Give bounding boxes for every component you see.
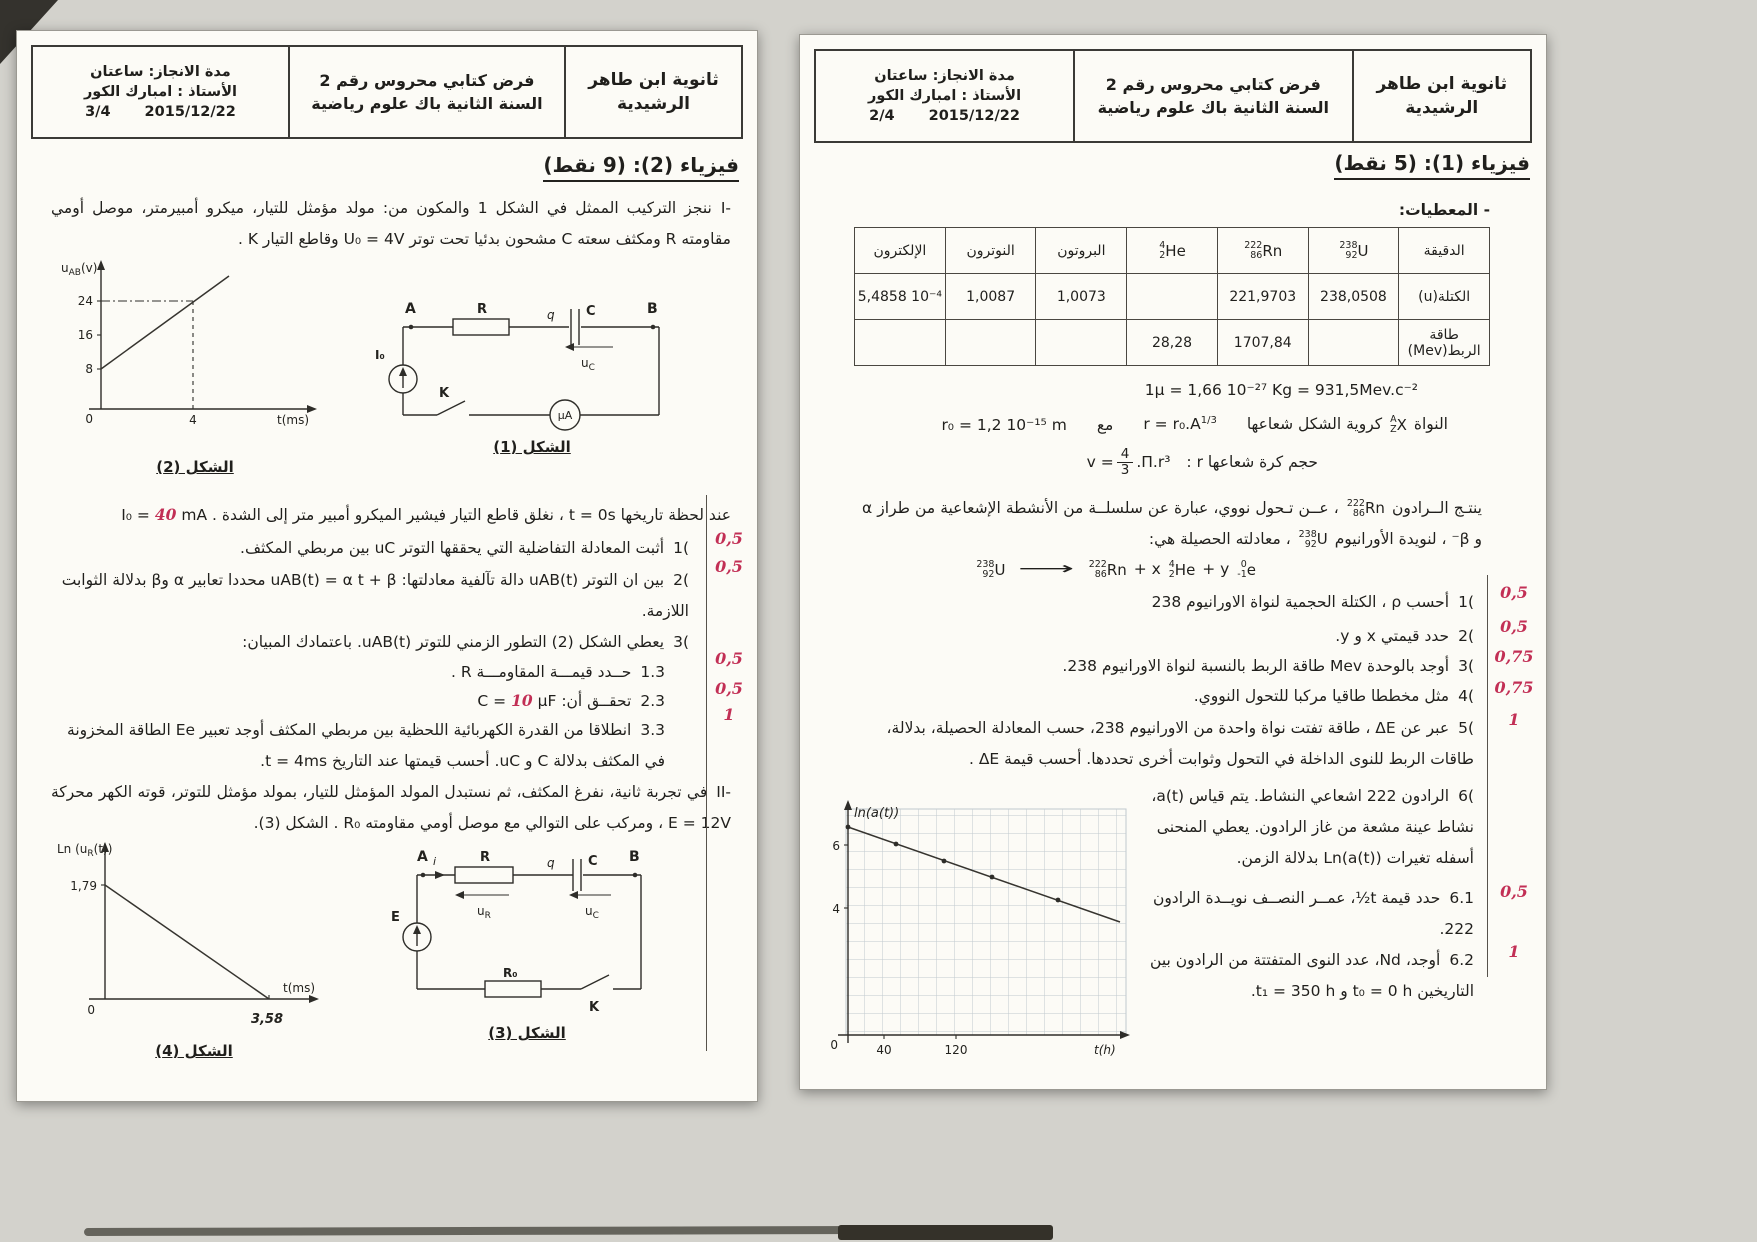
- question-text: أحسب ρ ، الكتلة الحجمية لنواة الاورانيوم 238: [1151, 593, 1450, 611]
- question-number: 3(: [673, 633, 689, 651]
- label-ur: $u_R$: [477, 904, 491, 921]
- table-cell: 28,28: [1127, 320, 1218, 366]
- section-title-wrap: [543, 153, 739, 182]
- x-axis-arrow: [309, 995, 319, 1003]
- question-text: تحقــق أن:: [561, 692, 632, 710]
- part-number: I-: [720, 199, 731, 217]
- question-item: [1136, 945, 1474, 1007]
- question-number: 5(: [1458, 719, 1474, 737]
- school-name-line2: الرشيدية: [1405, 98, 1479, 118]
- exam-title: فرض كتابي محروس رقم 2: [1105, 75, 1321, 94]
- question-text: حدد قيمة t½، عمــر النصــف نويــدة الرادون 222.: [1152, 889, 1474, 938]
- question-text: الرادون 222 اشعاعي النشاط. يتم قياس a(t)، نشاط عينة مشعة من غاز الرادون. يعطي المنحنى أسفله تغيرات Ln(a(t)) بدلالة الزمن.: [1151, 787, 1474, 867]
- page-physics-2: [16, 30, 758, 1102]
- current-i-arrow: [435, 871, 445, 879]
- label-K: K: [439, 386, 450, 401]
- col-header-particle: الدقيقة: [1399, 228, 1490, 274]
- resistor-R: [453, 319, 509, 335]
- resistor-R0: [485, 981, 541, 997]
- grade-mark: 0,5: [715, 679, 743, 698]
- nucleus-radius-line: [941, 415, 1448, 434]
- radius-separator: مع: [1096, 415, 1114, 434]
- exam-date: 2015/12/22: [928, 108, 1020, 124]
- table-cell: [1127, 274, 1218, 320]
- question-number: 6.2: [1449, 951, 1474, 969]
- label-B: B: [647, 301, 658, 317]
- grade-mark: 0,5: [715, 557, 743, 576]
- question-text: يعطي الشكل (2) التطور الزمني للتوتر uAB(t). باعتمادك المبيان:: [242, 633, 665, 651]
- y-tick-label: 24: [77, 294, 93, 308]
- part-number: II-: [716, 783, 731, 801]
- reaction-arrow: ⟶: [1018, 559, 1075, 579]
- question-text: عبر عن ΔE ، طاقة تفتت نواة واحدة من الاورانيوم 238، حسب المعادلة الحصيلة، بدلالة، طاقات الربط للنوى الداخلة في التحول وثوابت أخرى تحددها. أحسب قيمة ΔE .: [886, 719, 1474, 768]
- exam-date: 2015/12/22: [144, 104, 236, 120]
- question-text: مثل مخططا طاقيا مركبا للتحول النووي.: [1193, 687, 1450, 705]
- grade-mark: 0,5: [1500, 617, 1528, 636]
- y-tick-label: 6: [832, 839, 840, 853]
- data-point: [990, 875, 995, 880]
- question-number: 1(: [673, 539, 689, 557]
- x-axis-label: t(ms): [277, 413, 310, 427]
- header-info: [816, 51, 1073, 141]
- label-q: q: [547, 856, 555, 870]
- table-row-binding-energy: [855, 320, 1490, 366]
- figure-caption: الشكل (1): [493, 438, 571, 456]
- col-header-proton: البروتون: [1036, 228, 1127, 274]
- table-cell: 1,0073: [1036, 274, 1127, 320]
- data-point: [942, 859, 947, 864]
- question-item: [862, 651, 1474, 682]
- exam-header: [31, 45, 743, 139]
- figure-2: [57, 257, 333, 476]
- question-number: 3.3: [640, 721, 665, 739]
- radius-intro: النواة A Z X كروية الشكل شعاعها: [1246, 414, 1448, 435]
- question-item: [862, 681, 1474, 712]
- page-number: 2/4: [869, 108, 895, 124]
- node-A: [409, 325, 414, 330]
- table-cell: [855, 320, 946, 366]
- label-uc: $u_C$: [581, 356, 595, 373]
- label-meter: μA: [557, 409, 573, 422]
- label-R: R: [480, 850, 491, 865]
- section-title-wrap: [1334, 151, 1530, 180]
- exam-title: فرض كتابي محروس رقم 2: [319, 71, 535, 90]
- figure-caption: الشكل (2): [156, 458, 234, 476]
- col-header-u238: 238 92 U: [1308, 228, 1399, 274]
- question-item: [51, 533, 689, 564]
- nuclide-data-table: [854, 227, 1490, 366]
- marks-rule: [706, 495, 707, 1051]
- given-data-label: - المعطيات:: [1398, 201, 1490, 219]
- y-tick-label: 8: [85, 362, 93, 376]
- exam-teacher: الأستاذ : امبارك الكور: [868, 88, 1022, 104]
- switch-K: [437, 401, 465, 415]
- figure-1: [373, 293, 691, 456]
- uc-arrow: [565, 343, 574, 351]
- origin-label: 0: [830, 1038, 838, 1052]
- r0-value: r₀ = 1,2 10⁻¹⁵ m: [941, 415, 1067, 434]
- question-text: أوجد، Nd، عدد النوى المتفتتة من الرادون بين التاريخين t₀ = 0 h و t₁ = 350 h.: [1150, 951, 1474, 1000]
- label-C: C: [588, 854, 598, 869]
- label-B: B: [629, 849, 640, 865]
- table-cell: 1,0087: [945, 274, 1036, 320]
- y-axis-arrow: [97, 260, 105, 270]
- figure-caption: الشكل (3): [488, 1024, 566, 1042]
- decay-balance-equation: 238 92 U ⟶ 222 86 Rn + x 4 2 He + y 0 -1 e: [976, 559, 1256, 580]
- question-number: 3(: [1458, 657, 1474, 675]
- origin-label: 0: [85, 412, 93, 426]
- question-text: حــدد قيمـــة المقاومـــة R .: [450, 663, 632, 681]
- figure-3: [377, 837, 677, 1042]
- grade-mark: 1: [1508, 942, 1520, 961]
- part-text: ننجز التركيب الممثل في الشكل 1 والمكون من: مولد مؤمثل للتيار، ميكرو أمبيرمتر، موصل أومي مقاومته R ومكثف سعته C مشحون بدئيا تحت توتر U₀ = 4V وقاطع التيار K .: [51, 199, 731, 248]
- volume-intro: حجم كرة شعاعها r :: [1186, 453, 1318, 472]
- table-cell: 1707,84: [1217, 320, 1308, 366]
- uab-line: [101, 276, 229, 369]
- label-R: R: [477, 302, 488, 317]
- y-axis-label: Ln $(u_R(t))$: [57, 842, 113, 859]
- question-number: 2(: [1458, 627, 1474, 645]
- ln-ur-graph: [53, 837, 335, 1037]
- y-tick-label: 16: [77, 328, 93, 342]
- x-tick-label: 4: [189, 413, 197, 427]
- question-text: أوجد بالوحدة Mev طاقة الربط بالنسبة لنواة الاورانيوم 238.: [1062, 657, 1450, 675]
- question-item: [1136, 781, 1474, 874]
- question-text: أثبت المعادلة التفاضلية التي يحققها التوتر uC بين مربطي المكثف.: [240, 539, 665, 557]
- grade-mark: 1: [1508, 710, 1520, 729]
- question-item: [51, 715, 665, 777]
- radon-activity-chart: [810, 797, 1134, 1079]
- col-header-rn222: 222 86 Rn: [1217, 228, 1308, 274]
- ur-arrow: [455, 891, 464, 899]
- page-number: 3/4: [85, 104, 111, 120]
- table-cell: 5,4858 10⁻⁴: [855, 274, 946, 320]
- table-row-mass: [855, 274, 1490, 320]
- question-item: [51, 627, 689, 658]
- grade-mark: 0,5: [1500, 882, 1528, 901]
- activity-ln-graph: [810, 797, 1134, 1075]
- question-number: 1(: [1458, 593, 1474, 611]
- grade-mark: 0,5: [715, 649, 743, 668]
- exam-header: [814, 49, 1532, 143]
- header-exam-title: [288, 47, 564, 137]
- question-number: 2(: [673, 571, 689, 589]
- exam-duration: مدة الانجاز: ساعتان: [874, 68, 1015, 84]
- grade-mark: 0,75: [1494, 678, 1534, 697]
- question-number: 2.3: [640, 692, 665, 710]
- switch-close-sentence: عند لحظة تاريخها t = 0s ، نغلق قاطع التيار فيشير الميكرو أمبير متر إلى الشدة I₀ = 40 mA .: [121, 505, 731, 524]
- y-axis-arrow: [844, 800, 852, 810]
- origin-label: 0: [87, 1003, 95, 1017]
- header-exam-title: [1073, 51, 1351, 141]
- row-label-binding-energy: طاقة الربط(Mev): [1399, 320, 1490, 366]
- data-point: [1056, 898, 1061, 903]
- question-text: بين ان التوتر uAB(t) دالة تآلفية معادلتها: uAB(t) = α t + β محددا تعابير α وβ بدلالة الثوابت اللازمة.: [61, 571, 689, 620]
- figure-caption: الشكل (4): [155, 1042, 233, 1060]
- table-cell: 238,0508: [1308, 274, 1399, 320]
- label-q: q: [547, 308, 555, 322]
- radon-paragraph: ينتـج الــرادون 222 86 Rn ، عــن تـحول نووي، عبارة عن سلسلــة من الأنشطة الإشعاعية من طراز α و β⁻ ، لنويدة الأورانيوم 238 92 U ، معادلته الحصيلة هي:: [862, 498, 1482, 550]
- question-item: 2.3تحقــق أن: C = 10 μF: [477, 691, 665, 710]
- question-number: 6.1: [1449, 889, 1474, 907]
- node-B: [651, 325, 656, 330]
- handwritten-x-intercept: 3,58: [250, 1012, 284, 1027]
- part2-intro: [51, 777, 731, 839]
- col-header-he4: 4 2 He: [1127, 228, 1218, 274]
- handwritten-value: 10: [511, 691, 533, 710]
- resistor-R: [455, 867, 513, 883]
- label-i: i: [433, 855, 437, 868]
- question-item: [51, 565, 689, 627]
- node-B: [633, 873, 638, 878]
- marks-rule: [1487, 575, 1488, 977]
- question-number: 6(: [1458, 787, 1474, 805]
- scan-bottom-artifact: [84, 1226, 874, 1236]
- col-header-neutron: النوترون: [945, 228, 1036, 274]
- section-title: فيزياء (2): (9 نقط): [543, 153, 739, 182]
- grade-mark: 0,75: [1494, 647, 1534, 666]
- data-point: [894, 842, 899, 847]
- question-text: حدد قيمتي x و y.: [1335, 627, 1450, 645]
- label-R0: R₀: [503, 966, 518, 980]
- current-arrow: [399, 367, 407, 376]
- circuit-3: [377, 837, 677, 1019]
- question-item: [51, 657, 665, 688]
- chart-grid: [846, 809, 1126, 1035]
- label-K: K: [589, 1000, 600, 1015]
- atomic-mass-unit-equation: 1μ = 1,66 10⁻²⁷ Kg = 931,5Mev.c⁻²: [1144, 381, 1418, 399]
- y-axis-label: $u_{AB}(v)$: [61, 261, 98, 278]
- uab-graph: [57, 257, 333, 453]
- exam-subtitle: السنة الثانية باك علوم رياضية: [1097, 98, 1329, 117]
- node-A: [421, 873, 426, 878]
- y-axis-label: ln(a(t)): [854, 806, 900, 821]
- section-title: فيزياء (1): (5 نقط): [1334, 151, 1530, 180]
- sphere-volume-line: [1087, 447, 1318, 478]
- label-uc: $u_C$: [585, 904, 599, 921]
- part1-intro: [51, 193, 731, 255]
- scan-bottom-artifact: [838, 1225, 1053, 1240]
- header-info: [33, 47, 288, 137]
- question-item: [1136, 883, 1474, 945]
- label-I0: I₀: [375, 348, 385, 362]
- school-name-line1: ثانوية ابن طاهر: [588, 70, 719, 90]
- label-A: A: [417, 849, 428, 865]
- label-E: E: [391, 910, 400, 925]
- table-cell: 221,9703: [1217, 274, 1308, 320]
- question-item: [862, 713, 1474, 775]
- data-point: [846, 825, 851, 830]
- question-number: 4(: [1458, 687, 1474, 705]
- grade-mark: 1: [723, 705, 735, 724]
- x-axis-label: t(ms): [283, 981, 316, 995]
- table-header-row: [855, 228, 1490, 274]
- table-cell: [1308, 320, 1399, 366]
- circuit-1: [373, 293, 691, 433]
- handwritten-value: 40: [154, 505, 177, 524]
- ln-ur-line: [105, 885, 269, 999]
- page-and-date: [869, 108, 1020, 124]
- volume-formula: v = $\frac{4}{3}$ .Π.r³: [1086, 446, 1171, 478]
- y-tick-label: 4: [832, 902, 840, 916]
- switch-K: [581, 975, 609, 989]
- row-label-mass: الكتلة(u): [1399, 274, 1490, 320]
- uc-arrow: [569, 891, 578, 899]
- table-cell: [1036, 320, 1127, 366]
- question-item: [862, 621, 1474, 652]
- emf-arrow: [413, 925, 421, 934]
- exam-teacher: الأستاذ : امبارك الكور: [83, 84, 237, 100]
- grade-mark: 0,5: [1500, 583, 1528, 602]
- x-axis-label: t(h): [1094, 1043, 1116, 1057]
- x-tick-label: 40: [876, 1043, 892, 1057]
- grade-mark: 0,5: [715, 529, 743, 548]
- label-C: C: [586, 304, 596, 319]
- page-and-date: [85, 104, 236, 120]
- header-school: [564, 47, 741, 137]
- exam-duration: مدة الانجاز: ساعتان: [90, 64, 231, 80]
- exam-subtitle: السنة الثانية باك علوم رياضية: [311, 94, 543, 113]
- page-physics-1: [799, 34, 1547, 1090]
- table-cell: [945, 320, 1036, 366]
- label-A: A: [405, 301, 416, 317]
- figure-4: [53, 837, 335, 1060]
- y-tick-label: 1,79: [70, 879, 97, 893]
- question-text: انطلاقا من القدرة الكهربائية اللحظية بين مربطي المكثف أوجد تعبير Ee الطاقة المخزونة في المكثف بدلالة C و uC. أحسب قيمتها عند التاريخ t = 4ms.: [67, 721, 665, 770]
- radius-formula: $r = r_0.A^{1/3}$: [1143, 415, 1217, 434]
- school-name-line2: الرشيدية: [617, 94, 690, 114]
- header-school: [1352, 51, 1531, 141]
- data-table-wrap: [854, 227, 1490, 366]
- part-text: في تجربة ثانية، نفرغ المكثف، ثم نستبدل المولد المؤمثل للتيار، بمولد مؤمثل للتوتر، قوته الكهر محركة E = 12V ، ومركب على التوالي مع موصل أومي مقاومته R₀ . الشكل (3).: [51, 783, 731, 832]
- question-number: 1.3: [640, 663, 665, 681]
- school-name-line1: ثانوية ابن طاهر: [1376, 74, 1508, 94]
- col-header-electron: الإلكترون: [855, 228, 946, 274]
- x-axis-arrow: [307, 405, 317, 413]
- x-tick-label: 120: [944, 1043, 968, 1057]
- question-item: [862, 587, 1474, 618]
